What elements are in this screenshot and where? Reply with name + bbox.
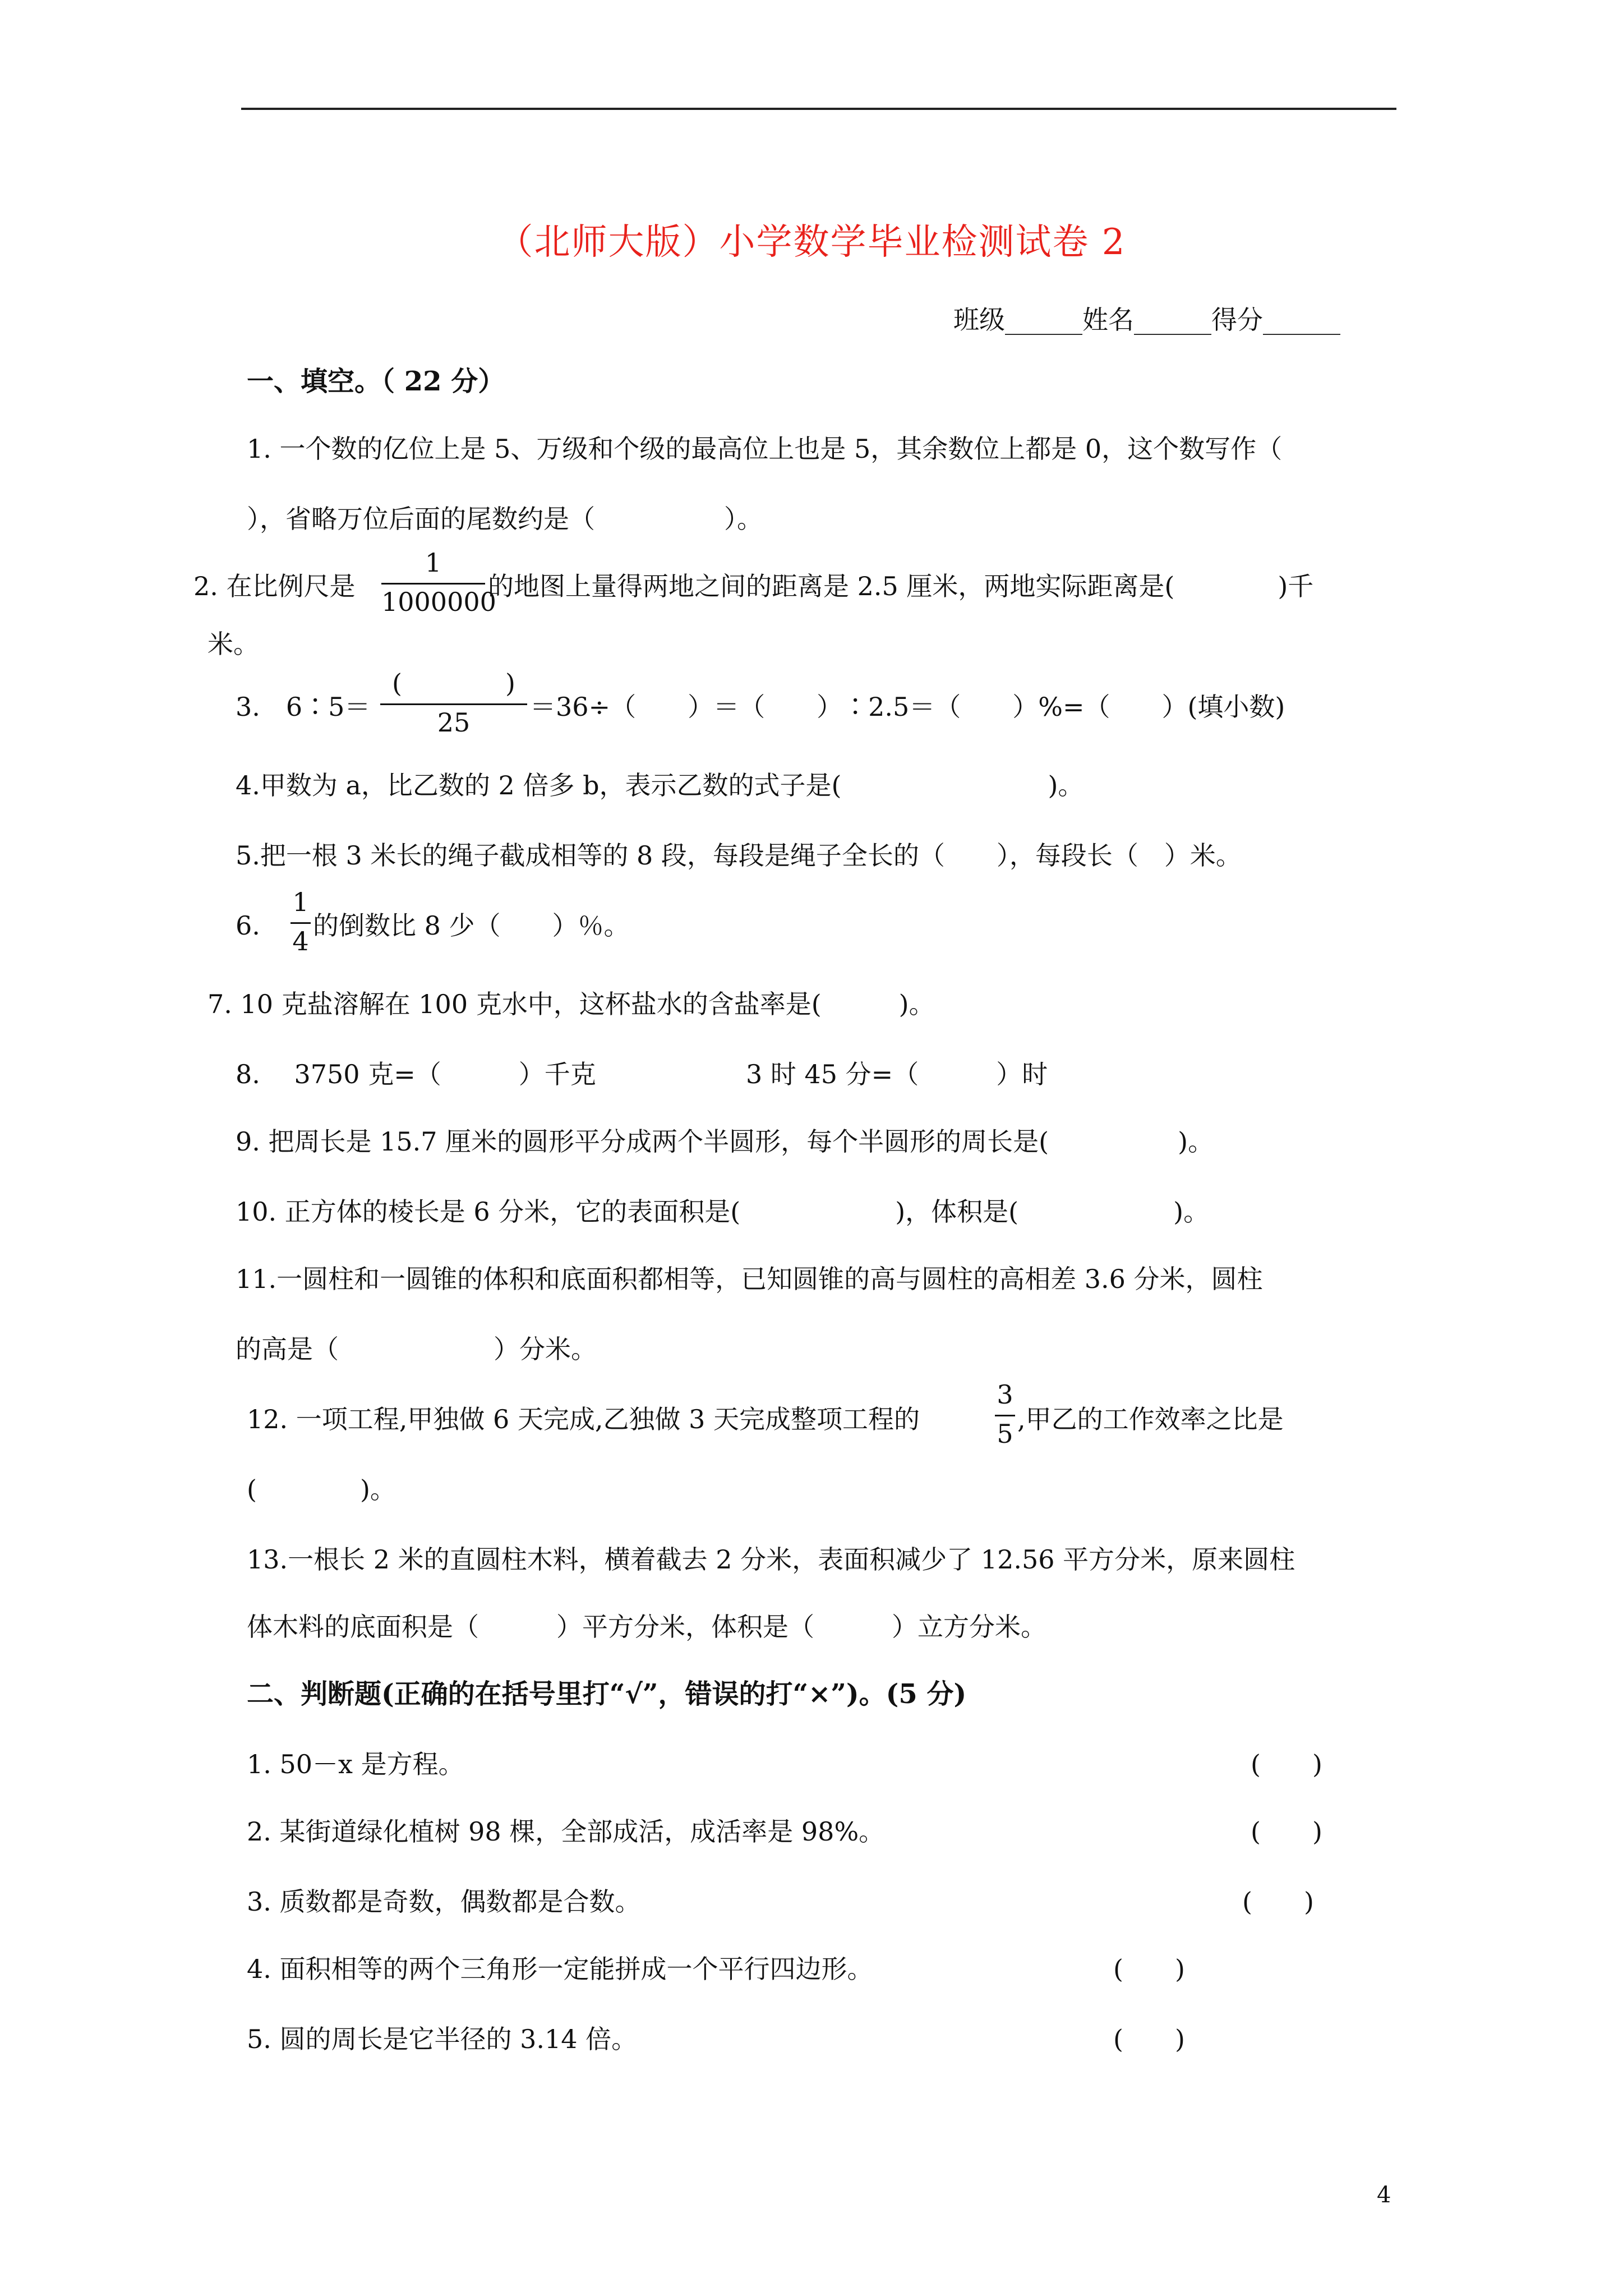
header-info: 班级______姓名______得分______ [953,305,1340,335]
q2-prefix: 2. 在比例尺是 [193,571,356,601]
q2-suffix: 的地图上量得两地之间的距离是 2.5 厘米，两地实际距离是( )千 [488,571,1314,601]
q1-line2: ），省略万位后面的尾数约是（ ）。 [247,504,763,534]
judge-item-3: 3. 质数都是奇数，偶数都是合数。 [247,1887,641,1917]
q12-frac-num: 3 [997,1379,1013,1410]
q12-suffix: ,甲乙的工作效率之比是 [1017,1404,1284,1434]
q12-frac-den: 5 [997,1419,1013,1449]
judge-paren-1[interactable]: ( ) [1251,1749,1322,1779]
q12-prefix: 12. 一项工程,甲独做 6 天完成,乙独做 3 天完成整项工程的 [247,1404,920,1434]
q7: 7. 10 克盐溶解在 100 克水中，这杯盐水的含盐率是( )。 [208,989,935,1019]
section1-heading: 一、填空。（ 22 分） [247,366,505,397]
judge-paren-3[interactable]: ( ) [1242,1887,1314,1917]
q3-frac-den: 25 [437,707,471,738]
q3-fraction [380,668,527,740]
q6-frac-bar [291,922,311,924]
q10: 10. 正方体的棱长是 6 分米，它的表面积是( )，体积是( )。 [236,1197,1210,1227]
top-rule [241,108,1396,110]
q6-frac-den: 4 [292,926,309,956]
q6-suffix: 的倒数比 8 少（ ）％。 [313,910,630,941]
judge-item-1: 1. 50－x 是方程。 [247,1749,464,1779]
q2-frac-den: 1000000 [381,587,496,617]
q13-line1: 13.一根长 2 米的直圆柱木料，横着截去 2 分米，表面积减少了 12.56 平方分米，原来圆柱 [247,1544,1295,1575]
q3-prefix: 3. 6∶5＝ [236,692,371,722]
q12-line2: ( )。 [247,1474,396,1504]
q9: 9. 把周长是 15.7 厘米的圆形平分成两个半圆形，每个半圆形的周长是( )。 [236,1126,1214,1157]
section2-heading: 二、判断题(正确的在括号里打“√”，错误的打“×”)。(5 分) [247,1678,967,1710]
q3-suffix: ＝36÷（ ）＝（ ）∶2.5＝（ ）%=（ ）(填小数) [530,692,1285,722]
q1-line1: 1. 一个数的亿位上是 5、万级和个级的最高位上也是 5，其余数位上都是 0，这个数写作（ [247,434,1283,464]
q5: 5.把一根 3 米长的绳子截成相等的 8 段，每段是绳子全长的（ ），每段长（ ）米。 [236,840,1242,871]
judge-paren-2[interactable]: ( ) [1251,1816,1322,1847]
judge-item-4: 4. 面积相等的两个三角形一定能拼成一个平行四边形。 [247,1954,873,1984]
q12-fraction [995,1379,1015,1452]
page-number: 4 [1377,2182,1391,2208]
q4: 4.甲数为 a，比乙数的 2 倍多 b，表示乙数的式子是( )。 [236,770,1084,800]
q12-frac-bar [995,1415,1015,1416]
q11-line1: 11.一圆柱和一圆锥的体积和底面积都相等，已知圆锥的高与圆柱的高相差 3.6 分米，圆柱 [236,1264,1263,1294]
q6-frac-num: 1 [292,887,309,917]
q2-frac-num: 1 [425,547,442,578]
q8-part1: 8. 3750 克=（ ）千克 [236,1059,596,1089]
q6-fraction [291,886,311,959]
q6-prefix: 6. [236,910,260,941]
judge-item-2: 2. 某街道绿化植树 98 棵，全部成活，成活率是 98%。 [247,1816,885,1847]
q11-line2: 的高是（ ）分米。 [236,1334,597,1364]
q3-frac-bar [380,703,527,705]
q2-fraction [381,547,496,620]
judge-paren-4[interactable]: ( ) [1113,1954,1185,1984]
q3-frac-num: ( ) [392,668,515,698]
judge-paren-5[interactable]: ( ) [1113,2024,1185,2054]
q13-line2: 体木料的底面积是（ ）平方分米，体积是（ ）立方分米。 [247,1612,1046,1642]
q8-part2: 3 时 45 分=（ ）时 [746,1059,1048,1089]
q2-line2: 米。 [208,629,259,659]
page-title: （北师大版）小学数学毕业检测试卷 2 [497,222,1126,263]
judge-item-5: 5. 圆的周长是它半径的 3.14 倍。 [247,2024,638,2054]
q2-frac-bar [381,583,485,585]
